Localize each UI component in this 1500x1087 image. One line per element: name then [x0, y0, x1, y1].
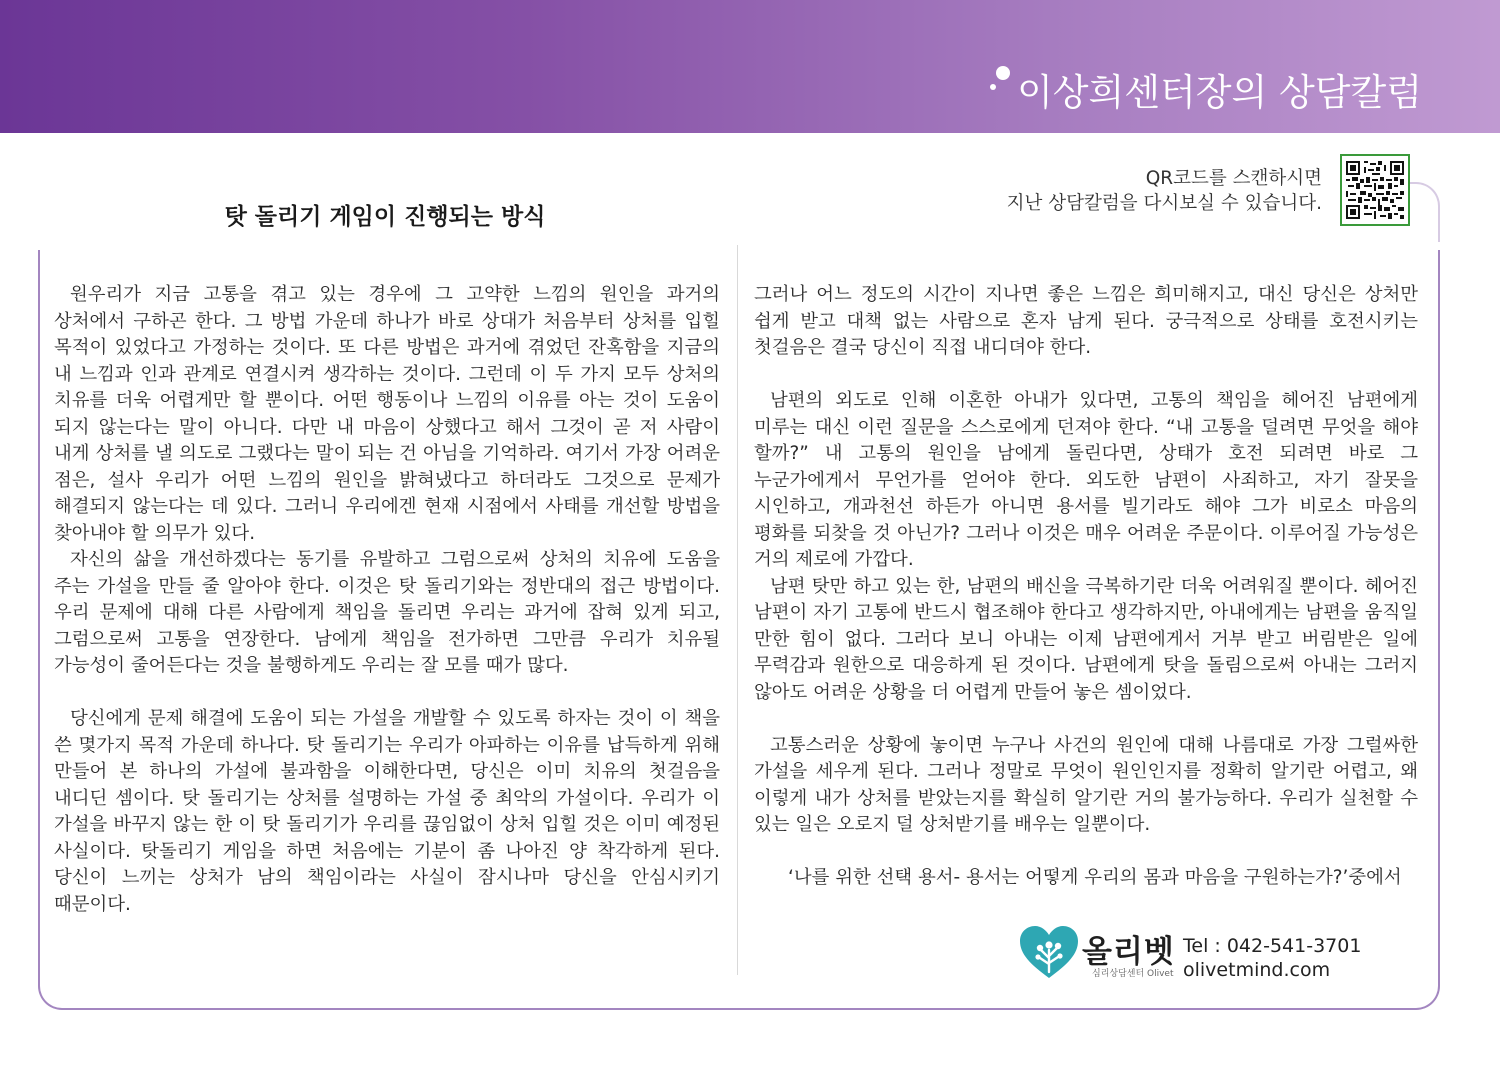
book-citation: ‘나를 위한 선택 용서- 용서는 어떻게 우리의 몸과 마음을 구원하는가?’중에서 — [788, 867, 1402, 888]
website-link[interactable]: olivetmind.com — [1183, 959, 1331, 981]
paragraph: 그러나 어느 정도의 시간이 지나면 좋은 느낌은 희미해지고, 대신 당신은 상처만 쉽게 받고 대책 없는 사람으로 혼자 남게 된다. 궁극적으로 상태를 호전시키는 첫걸음은 결국 당신이 직접 내디뎌야 한다. — [754, 284, 1418, 358]
paragraph: 남편의 외도로 인해 이혼한 아내가 있다면, 고통의 책임을 헤어진 남편에게 미루는 대신 이런 질문을 스스로에게 던져야 한다. “내 고통을 덜려면 무엇을 해야 할까?” 내 고통의 원인을 남에게 돌린다면, 상태가 호전 되려면 바로 그 누군가에게서 무언가를 얻어야 한다. 외도한 남편이 사죄하고, 자기 잘못을 시인하고, 개과천선 하든가 아니면 용서를 빌기라도 해야 그가 비로소 마음의 평화를 되찾을 것 아닌가? 그러나 이것은 매우 어려운 주문이다. 이루어질 가능성은 거의 제로에 가깝다. — [754, 390, 1418, 570]
article-left-column — [54, 282, 720, 918]
qr-caption — [900, 166, 1322, 216]
paragraph: 고통스러운 상황에 놓이면 누구나 사건의 원인에 대해 나름대로 가장 그럴싸한 가설을 세우게 된다. 그러나 정말로 무엇이 원인인지를 정확히 알기란 어렵고, 왜 이렇게 내가 상처를 받았는지를 확실히 알기란 거의 불가능하다. 우리가 실천할 수 있는 일은 오로지 덜 상처받기를 배우는 일뿐이다. — [754, 734, 1418, 835]
column-divider — [737, 245, 738, 975]
paragraph: 당신에게 문제 해결에 도움이 되는 가설을 개발할 수 있도록 하자는 것이 이 책을 쓴 몇가지 목적 가운데 하나다. 탓 돌리기는 우리가 아파하는 이유를 납득하게 위해 만들어 본 하나의 가설에 불과함을 이해한다면, 당신은 이미 치유의 첫걸음을 내디딘 셈이다. 탓 돌리기는 상처를 설명하는 가설 중 최악의 가설이다. 우리가 이 가설을 바꾸지 않는 한 이 탓 돌리기가 우리를 끊임없이 상처 입힐 것은 이미 예정된 사실이다. 탓돌리기 게임을 하면 처음에는 기분이 좀 나아진 양 착각하게 된다. 당신이 느끼는 상처가 남의 책임이라는 사실이 잠시나마 당신을 안심시키기 때문이다. — [54, 708, 720, 915]
paragraph: 남편 탓만 하고 있는 한, 남편의 배신을 극복하기란 더욱 어려워질 뿐이다. 헤어진 남편이 자기 고통에 반드시 협조해야 한다고 생각하지만, 아내에게는 남편을 움직일 만한 힘이 없다. 그러다 보니 아내는 이제 남편에게서 거부 받고 버림받은 일에 무력감과 원한으로 대응하게 된 것이다. 남편에게 탓을 돌림으로써 아내는 그러지 않아도 어려운 상황을 더 어렵게 만들어 놓은 셈이었다. — [754, 575, 1418, 703]
logo-name: 올리벳 — [1082, 934, 1175, 970]
paragraph: 자신의 삶을 개선하겠다는 동기를 유발하고 그럼으로써 상처의 치유에 도움을 주는 가설을 만들 줄 알아야 한다. 이것은 탓 돌리기와는 정반대의 접근 방법이다. 우리 문제에 대해 다른 사람에게 책임을 돌리면 우리는 과거에 잡혀 있게 되고, 그럼으로써 고통을 연장한다. 남에게 책임을 전가하면 그만큼 우리가 치유될 가능성이 줄어든다는 것을 불행하게도 우리는 잘 모를 때가 많다. — [54, 549, 720, 676]
column-series-title: 이상희센터장의 상담칼럼 — [1017, 71, 1422, 114]
heart-tree-icon — [1020, 926, 1078, 980]
article-title: 탓 돌리기 게임이 진행되는 방식 — [224, 204, 546, 230]
article-right-column — [754, 282, 1418, 892]
logo-subtitle: 심리상담센터 Olivet — [1092, 969, 1174, 979]
qr-code-icon — [1346, 160, 1404, 220]
header-banner — [0, 0, 1500, 133]
phone-number: Tel : 042-541-3701 — [1183, 935, 1362, 957]
qr-code[interactable] — [1340, 154, 1410, 226]
qr-caption-line1: QR코드를 스캔하시면 — [1145, 168, 1322, 189]
olivet-logo — [1020, 926, 1180, 982]
qr-caption-line2: 지난 상담칼럼을 다시보실 수 있습니다. — [1006, 193, 1322, 214]
contact-info — [1183, 934, 1361, 982]
paragraph: 원우리가 지금 고통을 겪고 있는 경우에 그 고약한 느낌의 원인을 과거의 상처에서 구하곤 한다. 그 방법 가운데 하나가 바로 상대가 처음부터 상처를 입힐 목적이 있었다고 가정하는 것이다. 또 다른 방법은 과거에 겪었던 잔혹함을 지금의 내 느낌과 인과 관계로 연결시켜 생각하는 것이다. 그런데 이 두 가지 모두 상처의 치유를 더욱 어렵게만 할 뿐이다. 어떤 행동이나 느낌의 이유를 아는 것이 도움이 되지 않는다는 말이 아니다. 다만 내 마음이 상했다고 해서 그것이 곧 저 사람이 내게 상처를 낼 의도로 그랬다는 말이 되는 건 아님을 기억하라. 여기서 가장 어려운 점은, 설사 우리가 어떤 느낌의 원인을 밝혀냈다고 하더라도 그것으로 문제가 해결되지 않는다는 데 있다. 그러니 우리에겐 현재 시점에서 사태를 개선할 방법을 찾아내야 할 의무가 있다. — [54, 284, 720, 544]
bullet-dots-icon — [990, 66, 1014, 96]
